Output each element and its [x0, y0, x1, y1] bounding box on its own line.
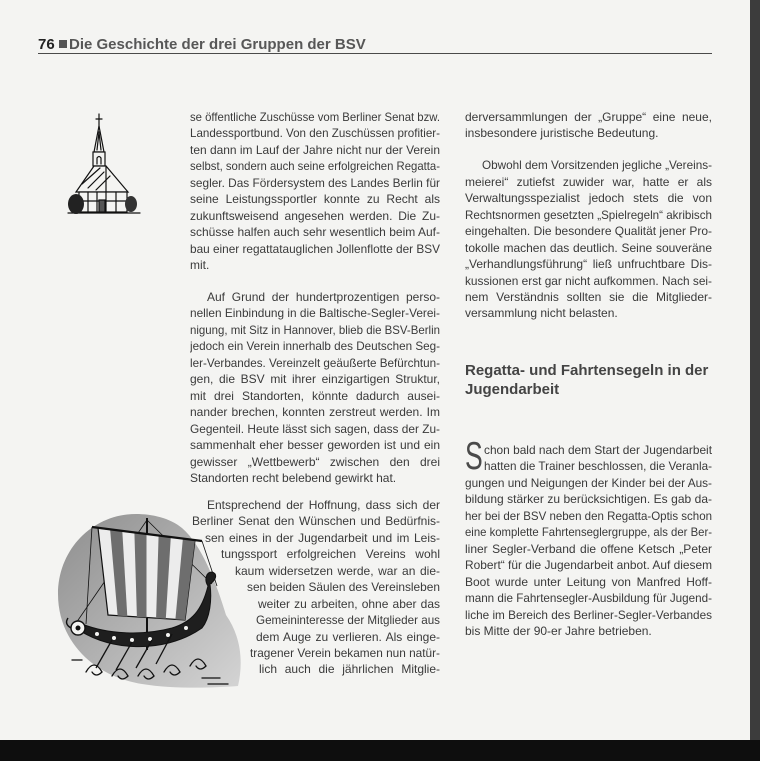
text-line: Boot wurde unter Leitung von Manfred Hoff- — [465, 575, 712, 589]
drop-cap: S — [465, 435, 483, 478]
text-line: bis Mitte der 90-er Jahre betrieben. — [465, 624, 652, 638]
text-line: se öffentliche Zuschüsse vom Berliner Senat bzw. — [190, 110, 440, 124]
text-line: selbst, sondern auch seine erfolgreichen Regatta- — [190, 159, 440, 173]
text-line: liner Segler-Verband die offene Ketsch „Peter — [465, 542, 712, 556]
text-line: tokolle machen das deutlich. Seine souveräne — [465, 241, 712, 255]
text-line: sen beiden Säulen des Vereinsleben — [247, 580, 440, 594]
header-rule — [38, 53, 712, 54]
text-line: sammenhalt eher besser geworden ist und ein — [190, 438, 440, 452]
text-line: nigung, mit Sitz in Hannover, blieb die BSV-Berlin — [190, 323, 440, 337]
page-number: 76 — [38, 36, 55, 53]
text-line: her bei der BSV neben den Regatta-Optis schon — [465, 509, 712, 523]
text-line: versammlung nicht belasten. — [465, 306, 618, 320]
text-line: Rechtsnormen gesetzten „Spielregeln“ akribisch — [465, 208, 712, 222]
text-line: ler-Verbandes. Vereinzelt geäußerte Befürchtun- — [190, 356, 440, 370]
text-line: sen eines in der Jugendarbeit und im Leis- — [205, 531, 440, 545]
text-line: chon bald nach dem Start der Jugendarbeit — [484, 443, 712, 457]
text-line: Berliner Senat den Wünschen und Bedürfnis- — [192, 514, 440, 528]
text-line: insbesondere juristische Bedeutung. — [465, 126, 659, 140]
scan-edge-right — [750, 0, 760, 740]
text-line: gungen und Neigungen der Kinder bei der Aus- — [465, 476, 712, 490]
text-line: Entsprechend der Hoffnung, dass sich der — [207, 498, 440, 512]
text-line: ten dann im Lauf der Jahre nicht nur der Verein — [190, 143, 440, 157]
text-line: derversammlungen der „Gruppe“ eine neue, — [465, 110, 712, 124]
text-line: Auf Grund der hundertprozentigen perso- — [207, 290, 440, 304]
text-line: Gemeininteresse der Mitglieder aus — [256, 613, 440, 627]
text-line: weiter zu arbeiten, ohne aber das — [258, 597, 440, 611]
text-line: bildung stärker zu berücksichtigen. Es gab da- — [465, 492, 712, 506]
text-line: mit. — [190, 258, 210, 272]
text-line: nellen Einbindung in die Baltische-Segler-Verei- — [190, 306, 440, 320]
heading-line: Jugendarbeit — [465, 381, 560, 398]
text-line: mit drei Standorten, könnte dadurch ausei- — [190, 389, 440, 403]
text-line: nander brechen, konnten zerstreut werden. Im — [190, 405, 440, 419]
text-line: lich auch die jährlichen Mitglie- — [259, 662, 440, 676]
text-line: eine komplette Fahrtenseglergruppe, als der Ber- — [465, 525, 712, 539]
text-line: tragener Verein bekamen nun natür- — [250, 646, 440, 660]
text-line: Verwaltungsspezialist jedoch stets die von — [465, 191, 712, 205]
text-line: seine Leistungssportler konnte zu Recht als — [190, 192, 440, 206]
text-line: jedoch ein Verein innerhalb des Deutschen Seg- — [190, 339, 440, 353]
text-line: „Verhandlungsführung“ ließ unfruchtbare Dis- — [465, 257, 712, 271]
text-line: nem Verständnis sollten sie die Mitglieder- — [465, 290, 712, 304]
text-line: segler. Das Fördersystem des Landes Berlin für — [190, 176, 440, 190]
text-line: gen, die BSV mit ihrer einzigartigen Struktur, — [190, 372, 440, 386]
text-line: kaum widersetzen werde, war an die- — [235, 564, 440, 578]
square-bullet-icon — [59, 40, 67, 48]
text-line: hatten die Trainer beschlossen, die Veranla- — [484, 459, 712, 473]
text-line: Gegenteil. Heute lässt sich sagen, dass der Zu- — [190, 422, 440, 436]
heading-line: Regatta- und Fahrtensegeln in der — [465, 362, 709, 379]
viking-ship-illustration — [52, 500, 248, 695]
text-line: Robert“ für die Jugendarbeit anbot. Auf diesem — [465, 558, 712, 572]
text-line: bau einer regattatauglichen Jollenflotte der BSV — [190, 242, 440, 256]
text-line: eingehalten. Die besondere Qualität jener Pro- — [465, 224, 712, 238]
text-line: Standorten recht belebend gewirkt hat. — [190, 471, 397, 485]
text-line: dem Auge zu verlieren. Als einge- — [256, 630, 440, 644]
text-line: schüsse halfen auch sehr wesentlich beim Auf- — [190, 225, 440, 239]
scan-edge-bottom — [0, 740, 760, 761]
text-line: liche im Bereich des Berliner-Segler-Verbandes — [465, 608, 712, 622]
text-line: tungssport erfolgreichen Vereins wohl — [221, 547, 440, 561]
text-line: zukunftsweisend angesehen werden. Die Zu- — [190, 209, 440, 223]
church-illustration — [66, 112, 142, 218]
text-line: meierei“ zutiefst zuwider war, hatte er als — [465, 175, 712, 189]
text-line: gewisser „Wettbewerb“ zwischen den drei — [190, 455, 440, 469]
chapter-title: Die Geschichte der drei Gruppen der BSV — [69, 36, 366, 53]
text-line: Landessportbund. Von den Zuschüssen profitier- — [190, 126, 440, 140]
text-line: mann die Fahrtensegler-Ausbildung für Jugend- — [465, 591, 712, 605]
text-line: kussionen erst gar nicht aufkommen. Nach sei- — [465, 274, 712, 288]
text-line: Obwohl dem Vorsitzenden jegliche „Vereins- — [482, 158, 712, 172]
